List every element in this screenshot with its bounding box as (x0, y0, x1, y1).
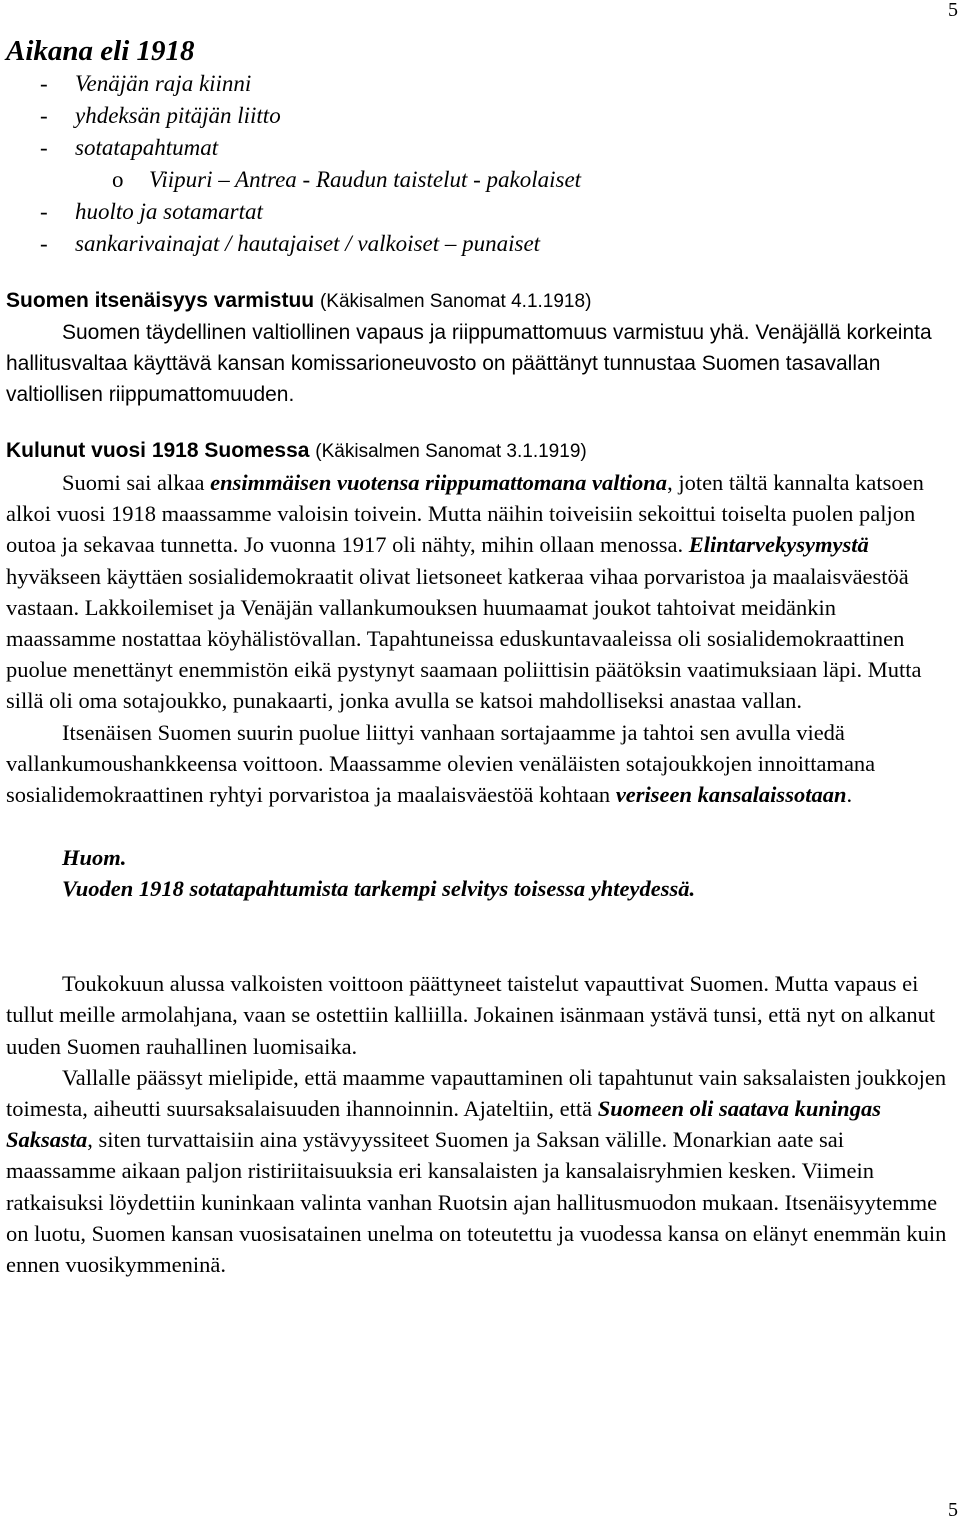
dash-bullet: - (40, 231, 48, 256)
article-source: (Käkisalmen Sanomat 3.1.1919) (315, 441, 587, 462)
outline-item (6, 68, 948, 100)
emphasis-text: Suomeen oli saatava kuningas Saksasta (6, 1096, 881, 1153)
dash-bullet: - (40, 103, 48, 128)
dash-bullet: - (40, 199, 48, 224)
text-run: , siten turvattaisiin aina ystävyyssiteet Suomen ja Saksan välille. Monarkian aate sai maassamme aikaan paljon ristiriitaisuuksia eri kansalaisten ja kansalaisryhmien kesken. Viimein ratkaisuksi löydettiin kuninkaan valinta vanhan Ruotsin ajan hallitusmuodon mukaan. Itsenäisyytemme on luotu, Suomen kansan vuosisatainen unelma on toteutettu ja vuodessa kansa on elänyt enemmän kuin ennen vuosikymmeninä. (6, 1127, 947, 1278)
outline-item (6, 196, 948, 228)
text-run: Vallalle päässyt mielipide, että maamme vapauttaminen oli tapahtunut vain saksalaisten joukkojen toimesta, aiheutti suursaksalaisuuden ihannoinnin. Ajateltiin, että (6, 1064, 947, 1122)
dash-bullet: - (40, 135, 48, 160)
text-run: Suomi sai alkaa (62, 470, 211, 495)
article-title: Suomen itsenäisyys varmistuu (6, 289, 315, 312)
article-title: Kulunut vuosi 1918 Suomessa (6, 439, 310, 462)
article-paragraph (6, 717, 948, 811)
outline-item-text: huolto ja sotamartat (75, 199, 263, 224)
article-paragraph: Suomen täydellinen valtiollinen vapaus ja riippumattomuus varmistuu yhä. Venäjällä korkeinta hallitusvaltaa käyttävä kansan komissarioneuvosto on päättänyt tunnustaa Suomen tasavallan valtiollisen riippumattomuuden. (6, 321, 932, 406)
outline-item-text: yhdeksän pitäjän liitto (75, 103, 281, 128)
article-source: (Käkisalmen Sanomat 4.1.1918) (319, 291, 592, 312)
document-page (6, 34, 948, 1280)
note-text: Vuoden 1918 sotatapahtumista tarkempi selvitys toisessa yhteydessä. (62, 876, 696, 902)
closing-paragraph (6, 1062, 948, 1280)
dash-bullet: - (40, 71, 48, 96)
outline-item (6, 100, 948, 132)
article-heading (6, 285, 948, 317)
outline-item (6, 132, 948, 164)
text-run: Itsenäisen Suomen suurin puolue liittyi vanhaan sortajaamme ja tahtoi sen avulla viedä vallankumoushankkeensa voittoon. Maassamme olevien venäläisten sotajoukkojen innoittamana sosialidemokraattinen ryhtyi porvaristoa ja maalaisväestöä kohtaan (6, 719, 876, 808)
circle-bullet: o (112, 167, 124, 192)
outline-subitem (6, 164, 948, 196)
text-run: , joten tältä kannalta katsoen alkoi vuosi 1918 maassamme valoisin toivein. Mutta näihin toiveisiin sekoittui toiselta puolen paljon outoa ja sekavaa tunnetta. Jo vuonna 1917 oli nähty, mihin ollaan menossa. (6, 470, 924, 558)
page-number-top: 5 (948, 0, 958, 21)
text-run: hyväkseen käyttäen sosialidemokraatit olivat lietsoneet katkeraa vihaa porvaristoa ja maalaisväestöä vastaan. Lakkoilemiset ja Venäjän vallankumouksen huumaamat joukot tahtoivat meidänkin maassamme nostattaa köyhälistövallan. Tapahtuneissa eduskuntavaaleissa oli sosialidemokraattinen puolue menettänyt enemmistön eikä pystynyt saamaan poliittisin päätöksin vaatimuksiaan läpi. Mutta sillä oli oma sotajoukko, punakaarti, jonka avulla se katsoi mahdolliseksi anastaa vallan. (6, 563, 922, 714)
emphasis-text: veriseen kansalaissotaan (615, 782, 847, 808)
emphasis-text: ensimmäisen vuotensa riippumattomana valtiona (210, 470, 668, 495)
outline-item (6, 228, 948, 260)
emphasis-text: Elintarvekysymystä (688, 532, 869, 558)
note-label: Huom. (62, 845, 127, 871)
section-heading: Aikana eli 1918 (6, 35, 195, 67)
topic-outline (6, 68, 948, 260)
outline-item-text: Venäjän raja kiinni (75, 71, 252, 96)
outline-item-text: sankarivainajat / hautajaiset / valkoiset – punaiset (75, 231, 541, 256)
text-run: . (846, 782, 853, 808)
closing-paragraph: Toukokuun alussa valkoisten voittoon päättyneet taistelut vapauttivat Suomen. Mutta vapaus ei tullut meille armolahjana, vaan se ostettiin kalliilla. Jokainen isänmaan ystävä tunsi, että nyt on alkanut uuden Suomen rauhallinen luomisaika. (6, 971, 936, 1059)
page-number-bottom: 5 (948, 1499, 958, 1521)
outline-item-text: sotatapahtumat (75, 135, 219, 160)
article-heading (6, 435, 948, 467)
outline-item-text: Viipuri – Antrea - Raudun taistelut - pakolaiset (149, 167, 582, 192)
article-paragraph (6, 467, 948, 717)
